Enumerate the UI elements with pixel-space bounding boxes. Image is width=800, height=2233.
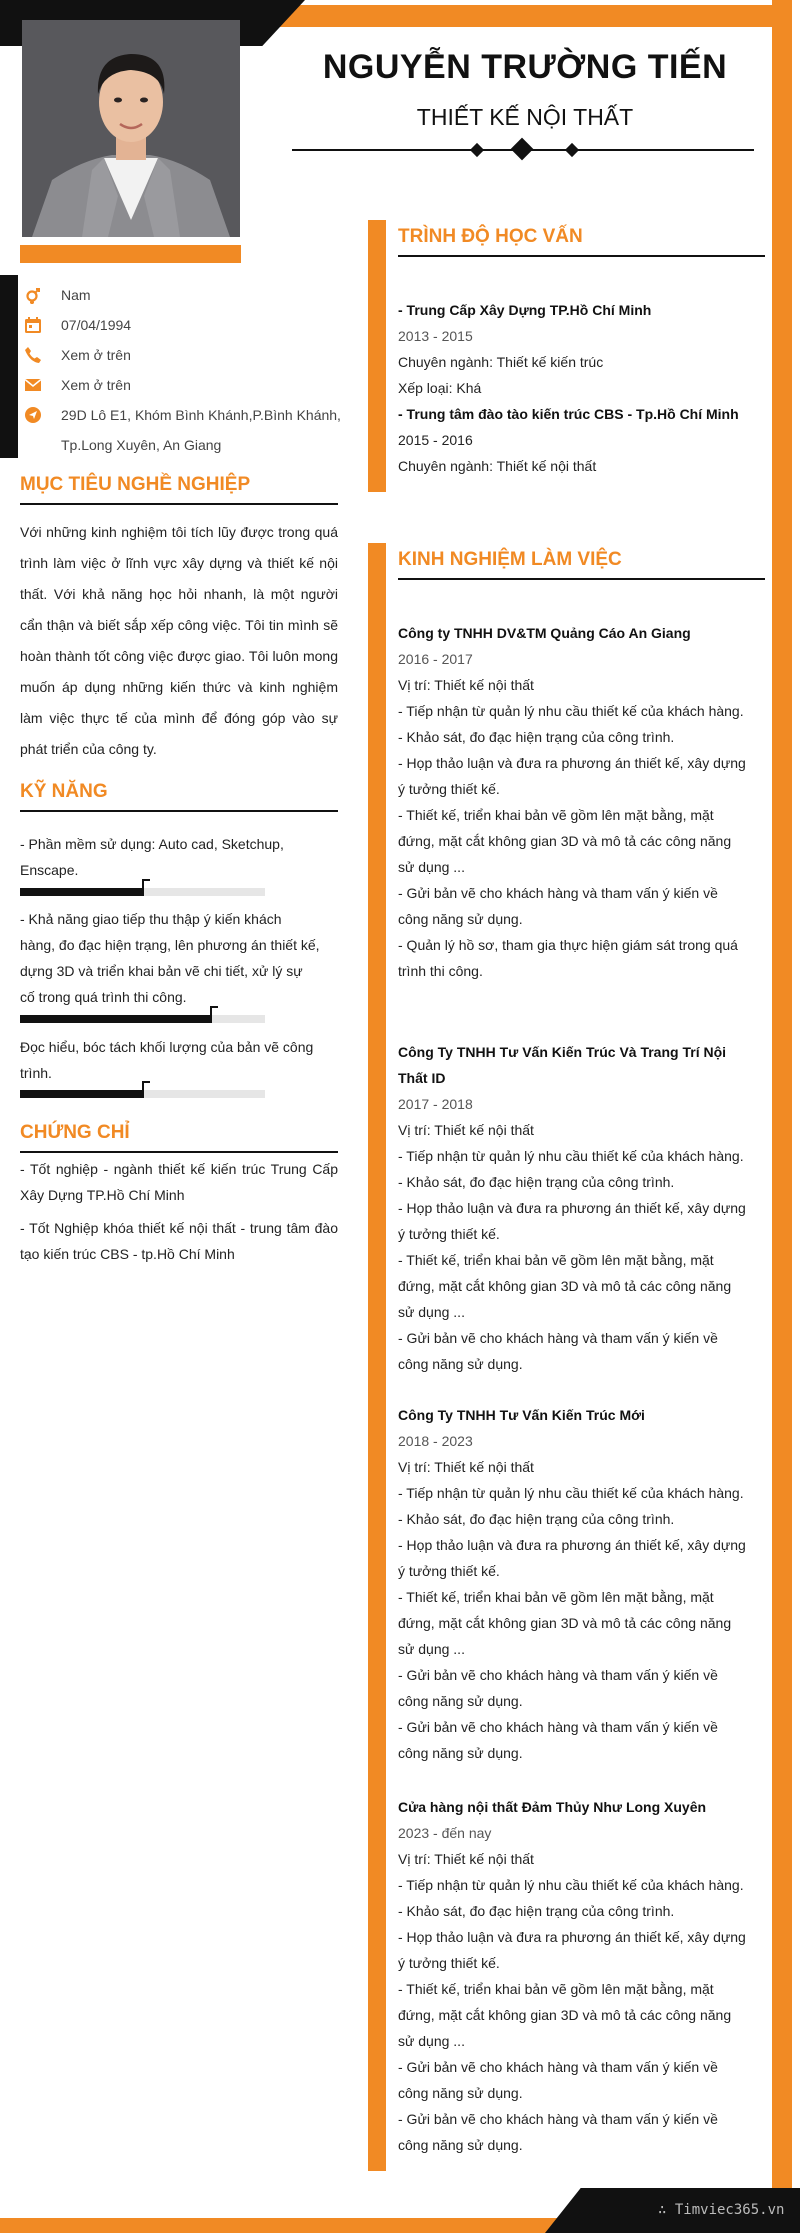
watermark: ∴ Timviec365.vn bbox=[658, 2202, 785, 2218]
job-duty: - Tiếp nhận từ quản lý nhu cầu thiết kế của khách hàng. bbox=[398, 703, 744, 719]
job-period: 2023 - đến nay bbox=[398, 1825, 492, 1841]
job-duty: - Họp thảo luận và đưa ra phương án thiết kế, xây dựng ý tưởng thiết kế. bbox=[398, 755, 746, 797]
skill-text-3: Đọc hiểu, bóc tách khối lượng của bản vẽ công trình. bbox=[20, 1039, 314, 1081]
objective-divider bbox=[20, 503, 338, 505]
gender-icon bbox=[24, 286, 42, 304]
certificates-heading: CHỨNG CHỈ bbox=[20, 1122, 130, 1143]
job-duty: - Gửi bản vẽ cho khách hàng và tham vấn ý kiến về công năng sử dụng. bbox=[398, 1667, 718, 1709]
contact-email bbox=[24, 376, 131, 400]
job-duty: - Gửi bản vẽ cho khách hàng và tham vấn ý kiến về công năng sử dụng. bbox=[398, 1719, 718, 1761]
candidate-name: NGUYỄN TRƯỜNG TIẾN bbox=[322, 48, 728, 86]
skill-fill-2 bbox=[20, 1015, 211, 1023]
experience-divider bbox=[398, 578, 765, 580]
experience-job-4 bbox=[398, 1794, 750, 2158]
job-duty: - Khảo sát, đo đạc hiện trạng của công trình. bbox=[398, 1903, 675, 1919]
birthday-value: 07/04/1994 bbox=[61, 317, 132, 333]
education-school-1: - Trung Cấp Xây Dựng TP.Hồ Chí Minh bbox=[398, 302, 652, 318]
experience-job-1 bbox=[398, 620, 750, 984]
contact-phone bbox=[24, 346, 131, 370]
address-line-1: 29D Lô E1, Khóm Bình Khánh,P.Bình Khánh, bbox=[61, 407, 341, 423]
job-duty: - Gửi bản vẽ cho khách hàng và tham vấn ý kiến về công năng sử dụng. bbox=[398, 885, 718, 927]
skill-text-2: - Khả năng giao tiếp thu thập ý kiến khách hàng, đo đạc hiện trạng, lên phương án thiết kế, dựng 3D và triển khai bản vẽ chi tiết, xử lý sự cố trong quá trình thi công. bbox=[20, 911, 320, 1005]
divider-diamond-right bbox=[565, 143, 579, 157]
experience-job-2 bbox=[398, 1039, 750, 1377]
profile-photo bbox=[22, 20, 240, 237]
left-dark-bar bbox=[0, 275, 18, 458]
skill-text-1: - Phần mềm sử dụng: Auto cad, Sketchup, Enscape. bbox=[20, 836, 284, 878]
job-duty: - Gửi bản vẽ cho khách hàng và tham vấn ý kiến về công năng sử dụng. bbox=[398, 1330, 718, 1372]
skills-heading: KỸ NĂNG bbox=[20, 781, 108, 802]
divider-diamond-left bbox=[470, 143, 484, 157]
education-heading: TRÌNH ĐỘ HỌC VẤN bbox=[398, 226, 583, 247]
job-duty: - Quản lý hồ sơ, tham gia thực hiện giám sát trong quá trình thi công. bbox=[398, 937, 738, 979]
skill-knob-2 bbox=[210, 1006, 212, 1023]
education-major-1: Chuyên ngành: Thiết kế kiến trúc bbox=[398, 354, 604, 370]
job-title: THIẾT KẾ NỘI THẤT bbox=[416, 104, 634, 130]
phone-icon bbox=[24, 346, 42, 364]
right-accent-bar bbox=[772, 0, 792, 2233]
job-period: 2017 - 2018 bbox=[398, 1096, 473, 1112]
objective-text: Với những kinh nghiệm tôi tích lũy được trong quá trình làm việc ở lĩnh vực xây dựng và thiết kế nội thất. Với khả năng học hỏi nhanh, là một người cẩn thận và biết sắp xếp công việc. Tôi tin mình sẽ hoàn thành tốt công việc được giao. Tôi luôn mong muốn áp dụng những kiến thức và kinh nghiệm làm việc thực tế của mình để đóng góp vào sự phát triển của công ty. bbox=[20, 524, 338, 757]
objective-heading: MỤC TIÊU NGHỀ NGHIỆP bbox=[20, 474, 251, 495]
job-duty: - Họp thảo luận và đưa ra phương án thiết kế, xây dựng ý tưởng thiết kế. bbox=[398, 1537, 746, 1579]
job-duty: - Tiếp nhận từ quản lý nhu cầu thiết kế của khách hàng. bbox=[398, 1877, 744, 1893]
job-company: Cửa hàng nội thất Đảm Thủy Như Long Xuyên bbox=[398, 1799, 707, 1815]
skills-divider bbox=[20, 810, 338, 812]
skill-bar-2 bbox=[20, 1015, 265, 1023]
experience-accent-bar bbox=[368, 543, 386, 2171]
job-position: Vị trí: Thiết kế nội thất bbox=[398, 1459, 534, 1475]
job-company: Công ty TNHH DV&TM Quảng Cáo An Giang bbox=[398, 625, 691, 641]
job-duty: - Gửi bản vẽ cho khách hàng và tham vấn ý kiến về công năng sử dụng. bbox=[398, 2059, 718, 2101]
job-duty: - Gửi bản vẽ cho khách hàng và tham vấn ý kiến về công năng sử dụng. bbox=[398, 2111, 718, 2153]
job-duty: - Tiếp nhận từ quản lý nhu cầu thiết kế của khách hàng. bbox=[398, 1148, 744, 1164]
skill-fill-1 bbox=[20, 888, 143, 896]
education-grade-1: Xếp loại: Khá bbox=[398, 380, 482, 396]
email-value: Xem ở trên bbox=[61, 377, 131, 393]
experience-heading: KINH NGHIỆM LÀM VIỆC bbox=[398, 549, 622, 570]
education-divider bbox=[398, 255, 765, 257]
calendar-icon bbox=[24, 316, 42, 334]
job-duty: - Thiết kế, triển khai bản vẽ gồm lên mặt bằng, mặt đứng, mặt cắt không gian 3D và mô tả các công năng sử dụng ... bbox=[398, 1981, 732, 2049]
job-position: Vị trí: Thiết kế nội thất bbox=[398, 677, 534, 693]
job-duty: - Khảo sát, đo đạc hiện trạng của công trình. bbox=[398, 1511, 675, 1527]
skill-knob-1 bbox=[142, 879, 144, 896]
job-period: 2016 - 2017 bbox=[398, 651, 473, 667]
job-position: Vị trí: Thiết kế nội thất bbox=[398, 1851, 534, 1867]
divider-diamond-center bbox=[511, 138, 534, 161]
phone-value: Xem ở trên bbox=[61, 347, 131, 363]
experience-job-3 bbox=[398, 1402, 750, 1766]
certificate-2: - Tốt Nghiệp khóa thiết kế nội thất - trung tâm đào tạo kiến trúc CBS - tp.Hồ Chí Minh bbox=[20, 1220, 338, 1262]
contact-birthday bbox=[24, 316, 131, 340]
education-list bbox=[398, 297, 750, 479]
job-company: Công Ty TNHH Tư Vấn Kiến Trúc Và Trang Trí Nội Thất ID bbox=[398, 1044, 727, 1086]
address-line-2: Tp.Long Xuyên, An Giang bbox=[61, 437, 222, 453]
job-duty: - Khảo sát, đo đạc hiện trạng của công trình. bbox=[398, 729, 675, 745]
gender-value: Nam bbox=[61, 287, 91, 303]
education-period-1: 2013 - 2015 bbox=[398, 328, 473, 344]
avatar-illustration bbox=[22, 20, 240, 237]
photo-accent-bar bbox=[20, 245, 241, 263]
skill-bar-1 bbox=[20, 888, 265, 896]
contact-address bbox=[24, 406, 341, 460]
job-period: 2018 - 2023 bbox=[398, 1433, 473, 1449]
job-duty: - Họp thảo luận và đưa ra phương án thiết kế, xây dựng ý tưởng thiết kế. bbox=[398, 1929, 746, 1971]
education-period-2: 2015 - 2016 bbox=[398, 432, 473, 448]
skill-knob-3 bbox=[142, 1081, 144, 1098]
contact-gender bbox=[24, 286, 91, 310]
job-position: Vị trí: Thiết kế nội thất bbox=[398, 1122, 534, 1138]
job-duty: - Thiết kế, triển khai bản vẽ gồm lên mặt bằng, mặt đứng, mặt cắt không gian 3D và mô tả các công năng sử dụng ... bbox=[398, 1589, 732, 1657]
job-duty: - Tiếp nhận từ quản lý nhu cầu thiết kế của khách hàng. bbox=[398, 1485, 744, 1501]
skill-bar-3 bbox=[20, 1090, 265, 1098]
job-duty: - Khảo sát, đo đạc hiện trạng của công trình. bbox=[398, 1174, 675, 1190]
job-company: Công Ty TNHH Tư Vấn Kiến Trúc Mới bbox=[398, 1407, 645, 1423]
certificates-divider bbox=[20, 1151, 338, 1153]
education-school-2: - Trung tâm đào tào kiến trúc CBS - Tp.Hồ Chí Minh bbox=[398, 406, 739, 422]
location-icon bbox=[24, 406, 42, 424]
email-icon bbox=[24, 376, 42, 394]
certificate-1: - Tốt nghiệp - ngành thiết kế kiến trúc Trung Cấp Xây Dựng TP.Hồ Chí Minh bbox=[20, 1161, 338, 1203]
education-major-2: Chuyên ngành: Thiết kế nội thất bbox=[398, 458, 597, 474]
skill-fill-3 bbox=[20, 1090, 143, 1098]
job-duty: - Thiết kế, triển khai bản vẽ gồm lên mặt bằng, mặt đứng, mặt cắt không gian 3D và mô tả các công năng sử dụng ... bbox=[398, 1252, 732, 1320]
address-value bbox=[61, 400, 341, 460]
education-accent-bar bbox=[368, 220, 386, 492]
job-duty: - Họp thảo luận và đưa ra phương án thiết kế, xây dựng ý tưởng thiết kế. bbox=[398, 1200, 746, 1242]
job-duty: - Thiết kế, triển khai bản vẽ gồm lên mặt bằng, mặt đứng, mặt cắt không gian 3D và mô tả các công năng sử dụng ... bbox=[398, 807, 732, 875]
